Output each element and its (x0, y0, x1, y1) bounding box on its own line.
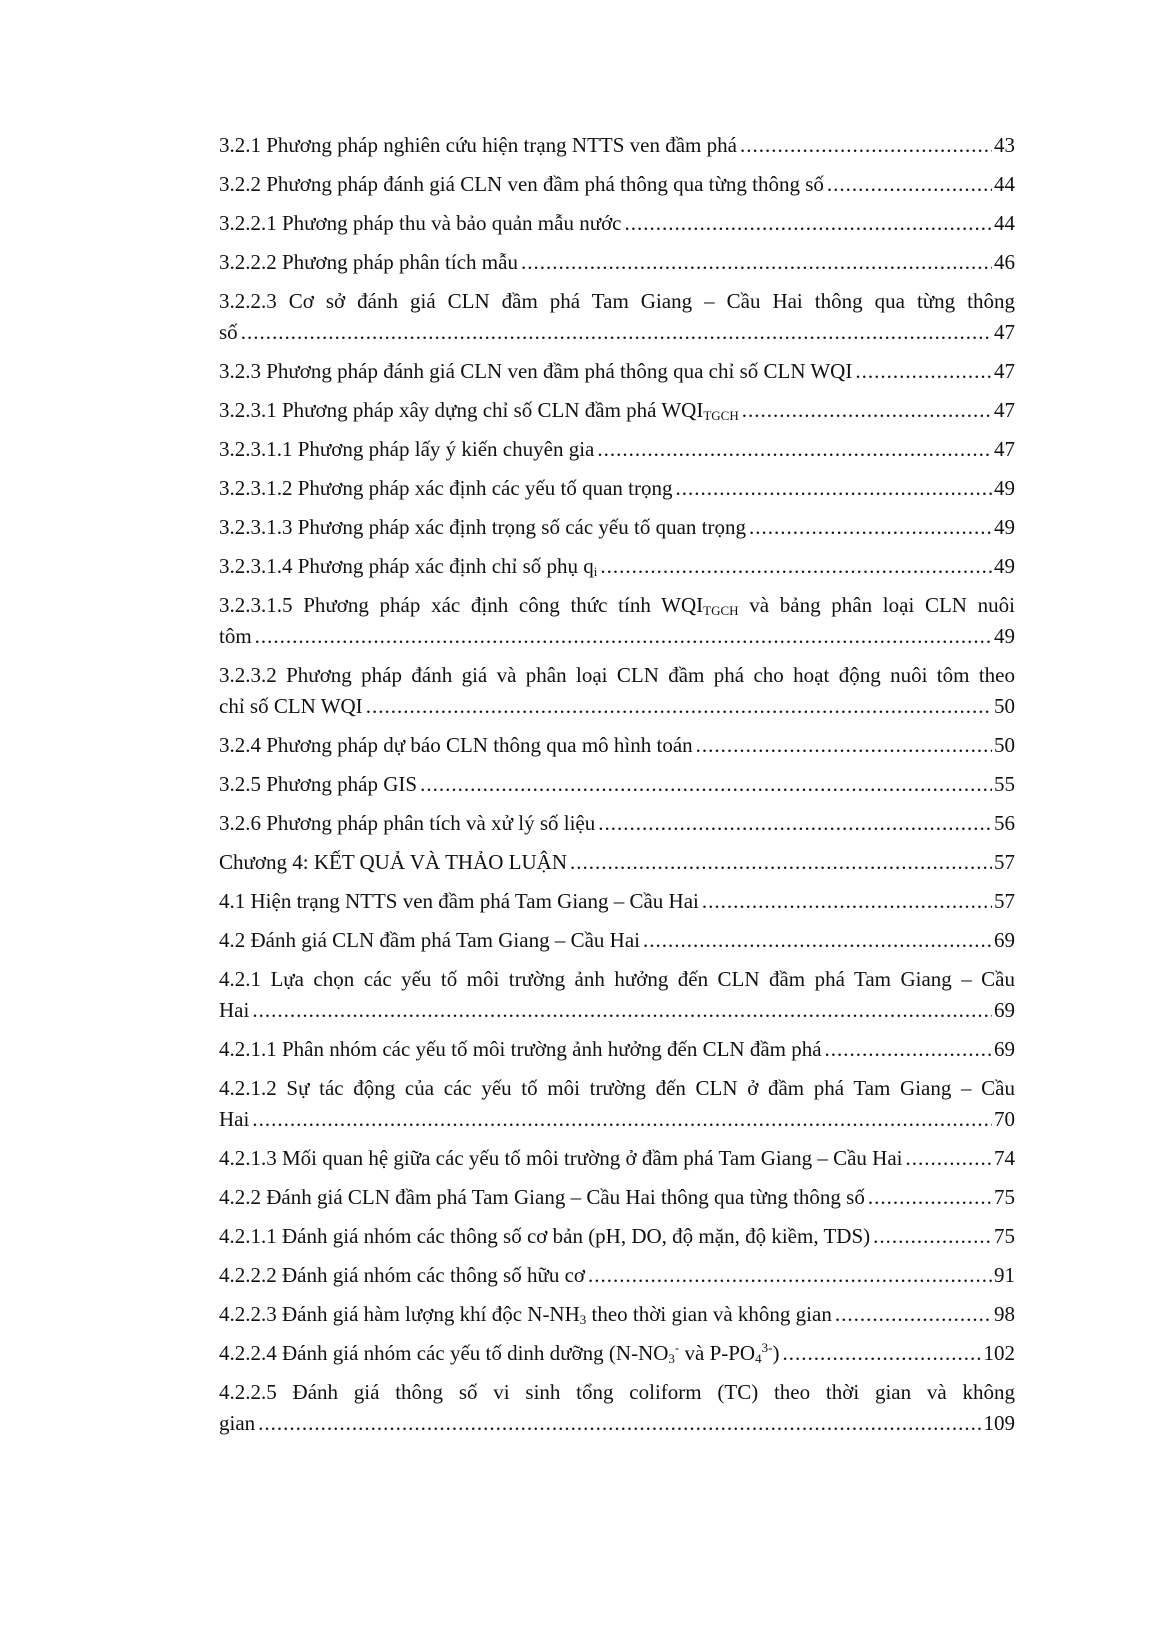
toc-page-number: 49 (994, 515, 1015, 539)
toc-entry-title: 3.2.5 Phương pháp GIS (219, 772, 418, 796)
toc-page-number: 91 (994, 1263, 1015, 1287)
toc-entry-title: Hai (219, 1107, 250, 1131)
leader-dots (570, 847, 992, 878)
toc-page-number: 50 (994, 733, 1015, 757)
toc-entry-title: 3.2.6 Phương pháp phân tích và xử lý số liệu (219, 811, 596, 835)
leader-dots (740, 130, 992, 161)
toc-entry-title: Hai (219, 998, 250, 1022)
toc-entry-title-line1: 3.2.3.2 Phương pháp đánh giá và phân loại CLN đầm phá cho hoạt động nuôi tôm theo (219, 663, 1015, 687)
toc-entry[interactable] (219, 808, 1015, 839)
toc-entry[interactable] (219, 169, 1015, 200)
toc-entry[interactable] (219, 473, 1015, 504)
toc-entry[interactable] (219, 434, 1015, 465)
leader-dots (868, 1182, 992, 1213)
leader-dots (825, 1034, 992, 1065)
toc-entry-title: 3.2.3.1.4 Phương pháp xác định chỉ số phụ $q_i$ (219, 554, 598, 579)
leader-dots (643, 925, 992, 956)
toc-entry[interactable] (219, 512, 1015, 543)
toc-entry[interactable] (219, 1377, 1015, 1439)
leader-dots (420, 769, 992, 800)
toc-entry-title: 3.2.3.1 Phương pháp xây dựng chỉ số CLN đầm phá $WQI_{TGCH}$ (219, 398, 739, 423)
table-of-contents (219, 130, 1015, 1447)
toc-entry-title: 4.1 Hiện trạng NTTS ven đầm phá Tam Giang – Cầu Hai (219, 889, 699, 913)
leader-dots (749, 512, 992, 543)
toc-entry-title-line1: 3.2.3.1.5 Phương pháp xác định công thức tính $WQI_{TGCH}$ và bảng phân loại CLN nuôi (219, 593, 1015, 618)
toc-page-number: 47 (994, 320, 1015, 344)
toc-entry[interactable] (219, 847, 1015, 878)
leader-dots (675, 473, 992, 504)
toc-entry-title: 3.2.3.1.2 Phương pháp xác định các yếu tố quan trọng (219, 476, 673, 500)
toc-entry-title: 4.2.2.3 Đánh giá hàm lượng khí độc $N-NH_3$ theo thời gian và không gian (219, 1302, 832, 1327)
toc-entry-title: 3.2.2 Phương pháp đánh giá CLN ven đầm phá thông qua từng thông số (219, 172, 824, 196)
toc-page-number: 55 (994, 772, 1015, 796)
toc-entry[interactable] (219, 1260, 1015, 1291)
toc-entry[interactable] (219, 769, 1015, 800)
leader-dots (827, 169, 992, 200)
leader-dots (255, 621, 992, 652)
leader-dots (600, 551, 992, 582)
toc-entry-title: 4.2.1.1 Đánh giá nhóm các thông số cơ bản (pH, DO, độ mặn, độ kiềm, TDS) (219, 1224, 871, 1248)
toc-entry-title: 4.2.2 Đánh giá CLN đầm phá Tam Giang – Cầu Hai thông qua từng thông số (219, 1185, 865, 1209)
toc-page-number: 47 (994, 398, 1015, 422)
toc-entry[interactable] (219, 1338, 1015, 1369)
toc-page-number: 69 (994, 998, 1015, 1022)
subscript: 4 (755, 1351, 762, 1366)
toc-page-number: 74 (994, 1146, 1015, 1170)
leader-dots (905, 1143, 992, 1174)
leader-dots (597, 434, 992, 465)
toc-entry-title: gian (219, 1411, 256, 1435)
toc-entry[interactable] (219, 247, 1015, 278)
subscript: i (593, 564, 598, 579)
toc-entry-title: 4.2.1.3 Mối quan hệ giữa các yếu tố môi trường ở đầm phá Tam Giang – Cầu Hai (219, 1146, 903, 1170)
subscript: TGCH (703, 408, 739, 423)
toc-page-number: 57 (994, 889, 1015, 913)
leader-dots (598, 808, 992, 839)
toc-entry[interactable] (219, 590, 1015, 652)
toc-entry[interactable] (219, 886, 1015, 917)
toc-entry[interactable] (219, 395, 1015, 426)
toc-entry[interactable] (219, 1034, 1015, 1065)
subscript: 3 (668, 1351, 675, 1366)
toc-page-number: 56 (994, 811, 1015, 835)
toc-page-number: 49 (994, 624, 1015, 648)
subscript: 3 (579, 1312, 587, 1327)
leader-dots (873, 1221, 992, 1252)
toc-entry-title: 4.2.1.1 Phân nhóm các yếu tố môi trường ảnh hưởng đến CLN đầm phá (219, 1037, 822, 1061)
toc-page-number: 50 (994, 694, 1015, 718)
toc-entry[interactable] (219, 1073, 1015, 1135)
toc-entry-title: Chương 4: KẾT QUẢ VÀ THẢO LUẬN (219, 850, 567, 874)
toc-entry[interactable] (219, 551, 1015, 582)
toc-entry-title: 3.2.2.1 Phương pháp thu và bảo quản mẫu nước (219, 211, 622, 235)
toc-entry-title-line1: 4.2.2.5 Đánh giá thông số vi sinh tổng coliform (TC) theo thời gian và không (219, 1380, 1015, 1404)
leader-dots (366, 691, 992, 722)
leader-dots (241, 317, 992, 348)
toc-page-number: 57 (994, 850, 1015, 874)
toc-page-number: 109 (983, 1411, 1015, 1435)
toc-entry[interactable] (219, 356, 1015, 387)
toc-entry[interactable] (219, 1221, 1015, 1252)
toc-entry[interactable] (219, 660, 1015, 722)
toc-entry-title: 4.2.2.4 Đánh giá nhóm các yếu tố dinh dưỡng ($N-NO_3^-$ và $P-PO_4^{3-}$) (219, 1340, 780, 1366)
toc-entry-title: 3.2.2.2 Phương pháp phân tích mẫu (219, 250, 518, 274)
leader-dots (252, 995, 992, 1026)
toc-entry-title: 4.2 Đánh giá CLN đầm phá Tam Giang – Cầu Hai (219, 928, 640, 952)
toc-page-number: 69 (994, 928, 1015, 952)
leader-dots (835, 1299, 992, 1330)
leader-dots (588, 1260, 992, 1291)
superscript: - (674, 1340, 680, 1355)
toc-page-number: 98 (994, 1302, 1015, 1326)
toc-entry-title-line1: 4.2.1 Lựa chọn các yếu tố môi trường ảnh hưởng đến CLN đầm phá Tam Giang – Cầu (219, 967, 1015, 991)
toc-page-number: 70 (994, 1107, 1015, 1131)
toc-page-number: 49 (994, 476, 1015, 500)
toc-page-number: 75 (994, 1224, 1015, 1248)
toc-entry-title: tôm (219, 624, 252, 648)
leader-dots (855, 356, 992, 387)
toc-entry-title-line1: 4.2.1.2 Sự tác động của các yếu tố môi trường đến CLN ở đầm phá Tam Giang – Cầu (219, 1076, 1015, 1100)
toc-entry[interactable] (219, 286, 1015, 348)
toc-entry[interactable] (219, 730, 1015, 761)
toc-entry-title-line1: 3.2.2.3 Cơ sở đánh giá CLN đầm phá Tam Giang – Cầu Hai thông qua từng thông (219, 289, 1015, 313)
toc-page-number: 69 (994, 1037, 1015, 1061)
toc-page-number: 75 (994, 1185, 1015, 1209)
toc-page-number: 47 (994, 359, 1015, 383)
toc-entry[interactable] (219, 1143, 1015, 1174)
leader-dots (258, 1408, 981, 1439)
toc-entry[interactable] (219, 1182, 1015, 1213)
toc-page-number: 44 (994, 211, 1015, 235)
subscript: TGCH (703, 603, 739, 618)
toc-page-number: 43 (994, 133, 1015, 157)
toc-entry-title: 3.2.1 Phương pháp nghiên cứu hiện trạng NTTS ven đầm phá (219, 133, 737, 157)
toc-entry-title: 3.2.3 Phương pháp đánh giá CLN ven đầm phá thông qua chỉ số CLN WQI (219, 359, 853, 383)
superscript: 3- (761, 1340, 773, 1355)
toc-entry-title: 4.2.2.2 Đánh giá nhóm các thông số hữu cơ (219, 1263, 586, 1287)
toc-entry[interactable] (219, 130, 1015, 161)
leader-dots (782, 1338, 981, 1369)
toc-entry-title: số (219, 320, 238, 344)
toc-page-number: 44 (994, 172, 1015, 196)
leader-dots (696, 730, 992, 761)
toc-entry[interactable] (219, 1299, 1015, 1330)
toc-entry-title: 3.2.3.1.1 Phương pháp lấy ý kiến chuyên gia (219, 437, 595, 461)
toc-page-number: 46 (994, 250, 1015, 274)
toc-entry-title: 3.2.3.1.3 Phương pháp xác định trọng số các yếu tố quan trọng (219, 515, 746, 539)
toc-page-number: 102 (983, 1341, 1015, 1365)
leader-dots (521, 247, 992, 278)
leader-dots (252, 1104, 992, 1135)
toc-entry[interactable] (219, 964, 1015, 1026)
toc-entry-title: 3.2.4 Phương pháp dự báo CLN thông qua mô hình toán (219, 733, 693, 757)
leader-dots (625, 208, 993, 239)
toc-entry[interactable] (219, 925, 1015, 956)
toc-entry[interactable] (219, 208, 1015, 239)
leader-dots (742, 395, 992, 426)
toc-page-number: 49 (994, 554, 1015, 578)
toc-page-number: 47 (994, 437, 1015, 461)
toc-entry-title: chỉ số CLN WQI (219, 694, 363, 718)
leader-dots (702, 886, 992, 917)
